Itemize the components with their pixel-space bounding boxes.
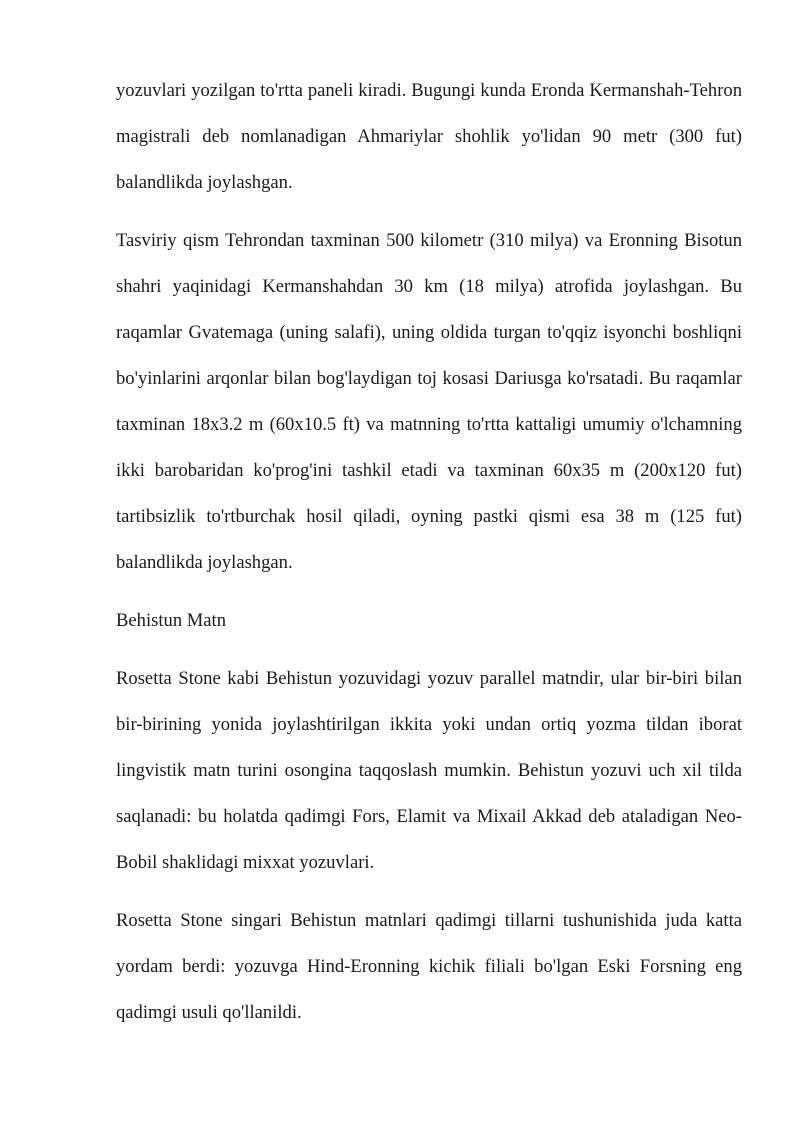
document-body xyxy=(116,68,742,1048)
paragraph-rosetta-comparison: Rosetta Stone singari Behistun matnlari qadimgi tillarni tushunishida juda katta yordam berdi: yozuvga Hind-Eronning kichik filiali bo'lgan Eski Forsning eng qadimgi usuli qo'llanildi. xyxy=(116,910,742,1023)
paragraph-location-description: Tasviriy qism Tehrondan taxminan 500 kilometr (310 milya) va Eronning Bisotun shahri yaqinidagi Kermanshahdan 30 km (18 milya) atrofida joylashgan. Bu raqamlar Gvatemaga (uning salafi), uning oldida turgan to'qqiz isyonchi boshliqni bo'yinlarini arqonlar bilan bog'laydigan toj kosasi Dariusga ko'rsatadi. Bu raqamlar taxminan 18x3.2 m (60x10.5 ft) va matnning to'rtta kattaligi umumiy o'lchamning ikki barobaridan ko'prog'ini tashkil etadi va taxminan 60x35 m (200x120 fut) tartibsizlik to'rtburchak hosil qiladi, oyning pastki qismi esa 38 m (125 fut) balandlikda joylashgan. xyxy=(116,230,742,573)
section-heading: Behistun Matn xyxy=(116,610,227,631)
paragraph-parallel-text: Rosetta Stone kabi Behistun yozuvidagi yozuv parallel matndir, ular bir-biri bilan bir-birining yonida joylashtirilgan ikkita yoki undan ortiq yozma tildan iborat lingvistik matn turini osongina taqqoslash mumkin. Behistun yozuvi uch xil tilda saqlanadi: bu holatda qadimgi Fors, Elamit va Mixail Akkad deb ataladigan Neo-Bobil shaklidagi mixxat yozuvlari. xyxy=(116,668,742,873)
paragraph-continuation: yozuvlari yozilgan to'rtta paneli kiradi. Bugungi kunda Eronda Kermanshah-Tehron magistrali deb nomlanadigan Ahmariylar shohlik yo'lidan 90 metr (300 fut) balandlikda joylashgan. xyxy=(116,80,742,193)
